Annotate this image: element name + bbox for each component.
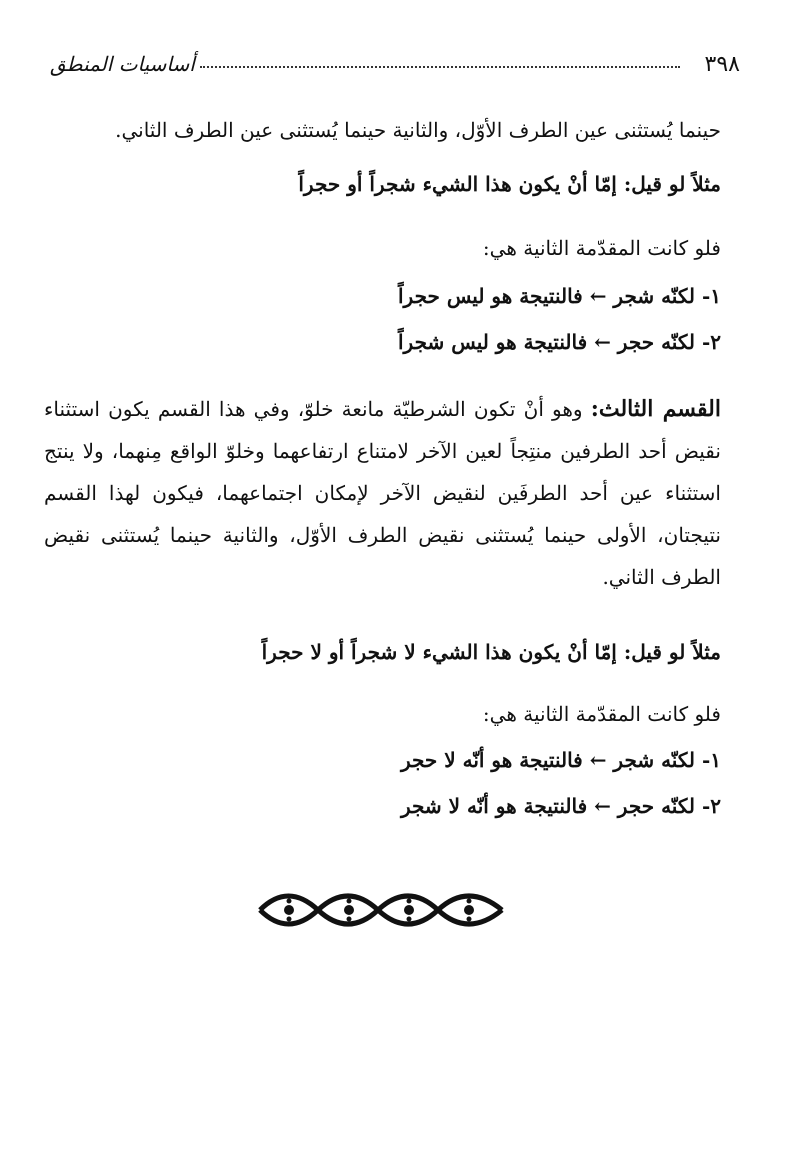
- book-title: أساسيات المنطق: [50, 52, 195, 76]
- premise-2-item-2: ٢- لكنّه حجر ← فالنتيجة هو أنّه لا شجر: [400, 794, 721, 818]
- page-header: [50, 52, 740, 86]
- premise-1-item-1: ١- لكنّه شجر ← فالنتيجة هو ليس حجراً: [397, 284, 721, 308]
- premise-1-intro: فلو كانت المقدّمة الثانية هي:: [482, 236, 721, 260]
- section-3-heading: القسم الثالث:: [590, 396, 721, 422]
- example-1-label: مثلاً لو قيل:: [623, 172, 721, 196]
- example-2-text: إمّا أنْ يكون هذا الشيء لا شجراً أو لا حجراً: [261, 640, 617, 664]
- page-number: ٣٩٨: [704, 52, 740, 77]
- section-3-body: وهو أنْ تكون الشرطيّة مانعة خلوّ، وفي هذا القسم يكون استثناء نقيض أحد الطرفين منتِجاً لعين الآخر لامتناع ارتفاعهما وخلوّ الواقع مِنهما، ولا ينتج استثناء عين أحد الطرفَين لنقيض الآخر لإمكان اجتماعهما، فيكون لهذا القسم نتيجتان، الأولى حينما يُستثنى نقيض الطرف الأوّل، والثانية حينما يُستثنى نقيض الطرف الثاني.: [44, 397, 721, 589]
- premise-2-item-1: ١- لكنّه شجر ← فالنتيجة هو أنّه لا حجر: [400, 748, 721, 772]
- premise-1-item-2: ٢- لكنّه حجر ← فالنتيجة هو ليس شجراً: [397, 330, 721, 354]
- example-2-label: مثلاً لو قيل:: [623, 640, 721, 664]
- section-3-paragraph: [44, 388, 721, 598]
- decorative-divider-icon: [256, 888, 506, 932]
- premise-2-intro: فلو كانت المقدّمة الثانية هي:: [482, 702, 721, 726]
- header-dotted-rule: [200, 66, 680, 68]
- example-2: [262, 640, 721, 664]
- example-1: [298, 172, 721, 196]
- continuation-line: حينما يُستثنى عين الطرف الأوّل، والثانية حينما يُستثنى عين الطرف الثاني.: [115, 118, 721, 142]
- example-1-text: إمّا أنْ يكون هذا الشيء شجراً أو حجراً: [298, 172, 617, 196]
